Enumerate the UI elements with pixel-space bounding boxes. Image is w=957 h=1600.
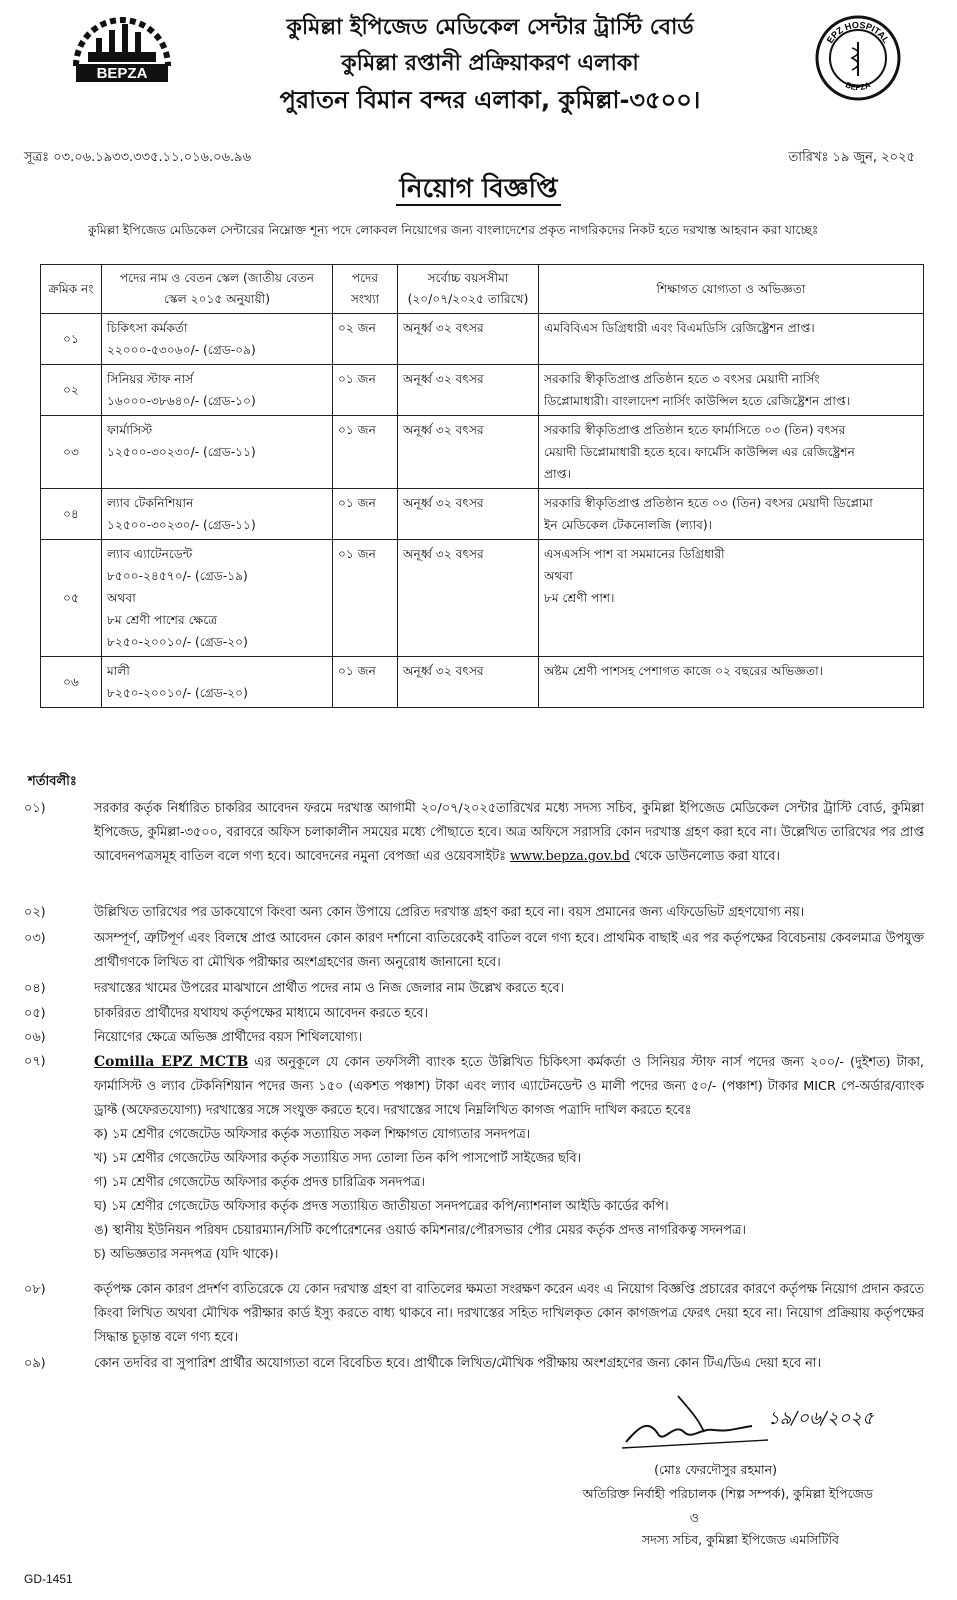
condition-text <box>94 1050 924 1123</box>
cell-serial: ০৩ <box>41 416 102 489</box>
condition-item <box>24 927 924 975</box>
condition-text <box>94 797 924 869</box>
cell-post <box>102 657 333 708</box>
post-line: ৮২৫০-২০০১০/- (গ্রেড-২০) <box>107 635 248 649</box>
condition-text-part: থেকে ডাউনলোড করা যাবে। <box>634 849 780 864</box>
post-line: ১২৫০০-৩০২৩০/- (গ্রেড-১১) <box>107 445 256 459</box>
org-name: কুমিল্লা ইপিজেড মেডিকেল সেন্টার ট্রাস্টি বোর্ড <box>286 15 694 40</box>
cell-age: অনূর্ধ্ব ৩২ বৎসর <box>398 416 539 489</box>
table-header-row <box>41 265 924 314</box>
cell-age: অনূর্ধ্ব ৩২ বৎসর <box>398 365 539 416</box>
cell-count: ০১ জন <box>333 365 398 416</box>
cell-serial: ০৪ <box>41 489 102 540</box>
table-row <box>41 416 924 489</box>
signature-date: ১৯/০৬/২০২৫ <box>768 1408 874 1429</box>
bepza-logo-text: BEPZA <box>96 65 148 82</box>
cell-age: অনূর্ধ্ব ৩২ বৎসর <box>398 540 539 657</box>
document-list-item: চ) অভিজ্ঞতার সনদপত্র (যদি থাকে)। <box>94 1247 279 1262</box>
document-list-item: ক) ১ম শ্রেণীর গেজেটেড অফিসার কর্তৃক সত্যায়িত সকল শিক্ষাগত যোগ্যতার সনদপত্র। <box>94 1127 531 1142</box>
condition-number: ০৬) <box>24 1030 46 1045</box>
condition-number: ০৫) <box>24 1006 46 1021</box>
condition-text: উল্লিখিত তারিখের পর ডাকযোগে কিংবা অন্য কোন উপায়ে প্রেরিত দরখাস্ত গ্রহণ করা হবে না। বয়স প্রমানের জন্য এফিডেভিট গ্রহণযোগ্য নয়। <box>94 905 805 920</box>
cell-count: ০১ জন <box>333 657 398 708</box>
qualification-line: ইন মেডিকেল টেকনোলজি (ল্যাব)। <box>544 518 712 532</box>
cell-serial: ০২ <box>41 365 102 416</box>
cell-post <box>102 314 333 365</box>
document-list-item: ঘ) ১ম শ্রেণীর গেজেটেড অফিসার কর্তৃক প্রদত্ত সত্যায়িত জাতীয়তা সনদপত্রের কপি/ন্যাশনাল আইডি কার্ডের কপি। <box>94 1199 669 1214</box>
form-code: GD-1451 <box>24 1572 73 1586</box>
memo-reference: সূত্রঃ ০৩.০৬.১৯৩৩.৩৩৫.১১.০১৬.০৬.৯৬ <box>24 150 252 165</box>
cell-count: ০১ জন <box>333 540 398 657</box>
post-line: অথবা <box>107 591 136 605</box>
condition-number: ০৩) <box>24 931 46 946</box>
condition-text-part: এর অনুকূলে যে কোন তফসিলী ব্যাংক হতে উল্লিখিত চিকিৎসা কর্মকর্তা ও সিনিয়র স্টাফ নার্স পদের জন্য ২০০/- (দুইশত) টাকা, ফার্মাসিস্ট ও ল্যাব টেকনিশিয়ান পদের জন্য ১৫০ (একশত পঞ্চাশ) টাকা এবং ল্যাব এ্যাটেনডেন্ট ও মালী পদের জন্য ৫০/- (পঞ্চাশ) টাকার MICR পে-অর্ডার/ব্যাংক ড্রাফ্ট (অফেরতযোগ্য) দরখাস্তের সঙ্গে সংযুক্ত করতে হবে। দরখাস্তের সাথে নিম্নলিখিত কাগজ পত্রাদি দাখিল করতে হবেঃ <box>94 1055 924 1118</box>
header-post: পদের নাম ও বেতন স্কেল (জাতীয় বেতন স্কেল ২০১৫ অনুযায়ী) <box>102 265 333 314</box>
condition-text-part: সরকার কর্তৃক নির্ধারিত চাকরির আবেদন ফরমে দরখাস্ত আগামী ২০/০৭/২০২৫তারিখের মধ্যে সদস্য সচিব, কুমিল্লা ইপিজেড মেডিকেল সেন্টার ট্রাস্টি বোর্ড, কুমিল্লা ইপিজেড, কুমিল্লা-৩৫০০, বরাবরে অফিস চলাকালীন সময়ের মধ্যে পৌছাতে হবে। অত্র অফিসে সরাসরি কোন দরখাস্ত গ্রহণ করা হবে না। উল্লেখিত তারিখের পর প্রাপ্ত আবেদনপত্রসমূহ বাতিল বলে গণ্য হবে। আবেদনের নমুনা বেপজা এর ওয়েবসাইটঃ <box>94 801 924 864</box>
seal-top-text: EPZ HOSPITAL <box>824 19 892 46</box>
condition-number: ০২) <box>24 905 46 920</box>
qualification-line: অথবা <box>544 569 573 583</box>
table-row <box>41 365 924 416</box>
cell-age: অনূর্ধ্ব ৩২ বৎসর <box>398 489 539 540</box>
document-list <box>94 1123 924 1267</box>
post-line: ২২০০০-৫৩০৬০/- (গ্রেড-০৯) <box>107 343 256 357</box>
cell-post <box>102 489 333 540</box>
post-line: ১৬০০০-৩৮৬৪০/- (গ্রেড-১০) <box>107 394 256 408</box>
table-row <box>41 314 924 365</box>
condition-item <box>24 1278 924 1350</box>
condition-item <box>24 1050 924 1267</box>
signatory-designation-1: অতিরিক্ত নির্বাহী পরিচালক (শিল্প সম্পর্ক), কুমিল্লা ইপিজেড <box>582 1486 873 1501</box>
signatory-name: (মোঃ ফেরদৌসুর রহমান) <box>654 1462 777 1477</box>
condition-number: ০৮) <box>24 1282 46 1297</box>
condition-text: অসম্পূর্ণ, ত্রুটিপূর্ণ এবং বিলম্বে প্রাপ্ত আবেদন কোন কারণ দর্শানো ব্যতিরেকেই বাতিল বলে গণ্য হবে। প্রাথমিক বাছাই এর পর কর্তৃপক্ষের বিবেচনায় কেবলমাত্র উপযুক্ত প্রার্থীগণকে লিখিত বা মৌখিক পরীক্ষার অংশগ্রহণের জন্য অনুরোধ জানানো হবে। <box>94 931 924 970</box>
qualification-line: সরকারি স্বীকৃতিপ্রাপ্ত প্রতিষ্ঠান হতে ০৩ (তিন) বৎসর মেয়াদী ডিপ্লোমা <box>544 496 873 510</box>
cell-age: অনূর্ধ্ব ৩২ বৎসর <box>398 657 539 708</box>
condition-text: চাকরিরত প্রার্থীদের যথাযথ কর্তৃপক্ষের মাধ্যমে আবেদন করতে হবে। <box>94 1006 429 1021</box>
cell-serial: ০৫ <box>41 540 102 657</box>
condition-text: কর্তৃপক্ষ কোন কারণ প্রদর্শণ ব্যতিরেকে যে কোন দরখাস্ত গ্রহণ বা বাতিলের ক্ষমতা সংরক্ষণ করেন এবং এ নিয়োগ বিজ্ঞপ্তি প্রচারের কারণে কর্তৃপক্ষ নিয়োগ প্রদান করতে কিংবা লিখিত অথবা মৌখিক পরীক্ষার কার্ড ইস্যু করতে বাধ্য থাকবে না। দরখাস্তের সহিত দাখিলকৃত কোন কাগজপত্র ফেরৎ দেয়া হবে না। নিয়োগ প্রক্রিয়ায় কর্তৃপক্ষের সিদ্ধান্ত চূড়ান্ত বলে গণ্য হবে। <box>94 1282 924 1345</box>
condition-number: ০৯) <box>24 1356 46 1371</box>
qualification-line: প্রাপ্ত। <box>544 467 572 481</box>
handwritten-signature <box>618 1388 878 1458</box>
cell-qualification <box>539 365 924 416</box>
cell-count: ০১ জন <box>333 416 398 489</box>
table-row <box>41 540 924 657</box>
table-row <box>41 657 924 708</box>
cell-post <box>102 540 333 657</box>
notice-title: নিয়োগ বিজ্ঞপ্তি <box>396 174 562 206</box>
qualification-line: সরকারি স্বীকৃতিপ্রাপ্ত প্রতিষ্ঠান হতে ৩ বৎসর মেয়াদী নার্সিং <box>544 372 820 386</box>
condition-text: দরখাস্তের খামের উপরের মাঝখানে প্রার্থীত পদের নাম ও নিজ জেলার নাম উল্লেখ করতে হবে। <box>94 981 565 996</box>
post-line: ৮২৫০-২০০১০/- (গ্রেড-২০) <box>107 686 248 700</box>
post-line: ৮ম শ্রেণী পাশের ক্ষেত্রে <box>107 613 218 627</box>
table-body <box>41 314 924 708</box>
header-age: সর্বোচ্চ বয়সসীমা (২০/০৭/২০২৫ তারিখে) <box>398 265 539 314</box>
bepza-logo <box>62 14 182 84</box>
condition-number: ০৭) <box>24 1054 46 1069</box>
header-qualification: শিক্ষাগত যোগ্যতা ও অভিজ্ঞতা <box>539 265 924 314</box>
cell-qualification <box>539 489 924 540</box>
condition-item <box>24 797 924 869</box>
post-line: ৮৫০০-২৪৫৭০/- (গ্রেড-১৯) <box>107 569 248 583</box>
qualification-line: অষ্টম শ্রেণী পাশসহ পেশাগত কাজে ০২ বছরের অভিজ্ঞতা। <box>544 664 823 678</box>
post-line: ল্যাব টেকনিশিয়ান <box>107 496 194 510</box>
table-row <box>41 489 924 540</box>
condition-text: কোন তদবির বা সুপারিশ প্রার্থীর অযোগ্যতা বলে বিবেচিত হবে। প্রার্থীকে লিখিত/মৌখিক পরীক্ষায় অংশগ্রহণের জন্য কোন টিএ/ডিএ দেয়া হবে না। <box>94 1356 822 1371</box>
header-serial: ক্রমিক নং <box>41 265 102 314</box>
condition-item <box>24 901 924 925</box>
post-line: সিনিয়র স্টাফ নার্স <box>107 372 194 386</box>
cell-qualification <box>539 314 924 365</box>
header-count: পদের সংখ্যা <box>333 265 398 314</box>
cell-count: ০২ জন <box>333 314 398 365</box>
cell-count: ০১ জন <box>333 489 398 540</box>
epz-hospital-seal <box>814 14 902 102</box>
org-area: কুমিল্লা রপ্তানী প্রক্রিয়াকরণ এলাকা <box>341 51 639 76</box>
document-list-item: ঙ) স্থানীয় ইউনিয়ন পরিষদ চেয়ারম্যান/সিটি কর্পোরেশনের ওয়ার্ড কমিশনার/পৌরসভার পৌর মেয়র কর্তৃক প্রদত্ত নাগরিকত্ব সদনপত্র। <box>94 1223 746 1238</box>
cell-qualification <box>539 416 924 489</box>
post-line: ফার্মাসিস্ট <box>107 423 153 437</box>
post-line: ল্যাব এ্যাটেনডেন্ট <box>107 547 193 561</box>
qualification-line: মেয়াদী ডিপ্লোমাধারী হতে হবে। ফার্মেসি কাউন্সিল এর রেজিষ্ট্রেশন <box>544 445 855 459</box>
qualification-line: এসএসসি পাশ বা সমমানের ডিগ্রিধারী <box>544 547 725 561</box>
cell-post <box>102 416 333 489</box>
post-line: ১২৫০০-৩০২৩০/- (গ্রেড-১১) <box>107 518 256 532</box>
signatory-designation-2: সদস্য সচিব, কুমিল্লা ইপিজেড এমসিটিবি <box>641 1532 839 1547</box>
notice-title-wrap <box>0 168 957 212</box>
cell-serial: ০৬ <box>41 657 102 708</box>
condition-item <box>24 977 924 1001</box>
cell-serial: ০১ <box>41 314 102 365</box>
qualification-line: এমবিবিএস ডিগ্রিধারী এবং বিএমডিসি রেজিষ্ট্রেশন প্রাপ্ত। <box>544 321 815 335</box>
notice-date: তারিখঃ ১৯ জুন, ২০২৫ <box>788 150 915 165</box>
cell-post <box>102 365 333 416</box>
condition-text: নিয়োগের ক্ষেত্রে অভিজ্ঞ প্রার্থীদের বয়স শিথিলযোগ্য। <box>94 1030 363 1045</box>
conditions-title: শর্তাবলীঃ <box>28 774 77 789</box>
condition-number: ০১) <box>24 801 46 816</box>
condition-item <box>24 1026 924 1050</box>
vacancy-table <box>40 264 924 708</box>
post-line: মালী <box>107 664 130 678</box>
website-link[interactable]: www.bepza.gov.bd <box>510 849 630 864</box>
cell-age: অনূর্ধ্ব ৩২ বৎসর <box>398 314 539 365</box>
org-address: পুরাতন বিমান বন্দর এলাকা, কুমিল্লা-৩৫০০। <box>279 86 701 114</box>
qualification-line: সরকারি স্বীকৃতিপ্রাপ্ত প্রতিষ্ঠান হতে ফার্মাসিতে ০৩ (তিন) বৎসর <box>544 423 846 437</box>
cell-qualification <box>539 657 924 708</box>
svg-text:BEPZA <box>844 80 872 92</box>
qualification-line: ডিপ্লোমাধারী। বাংলাদেশ নার্সিং কাউন্সিল হতে রেজিষ্ট্রেশন প্রাপ্ত। <box>544 394 851 408</box>
cell-qualification <box>539 540 924 657</box>
signatory-conjunction: ও <box>689 1510 699 1525</box>
condition-item <box>24 1352 924 1376</box>
post-line: চিকিৎসা কর্মকর্তা <box>107 321 188 335</box>
document-list-item: গ) ১ম শ্রেণীর গেজেটেড অফিসার কর্তৃক প্রদত্ত চারিত্রিক সনদপত্র। <box>94 1175 426 1190</box>
seal-bottom-text: BEPZA <box>844 80 872 93</box>
condition-item <box>24 1002 924 1026</box>
document-list-item: খ) ১ম শ্রেণীর গেজেটেড অফিসার কর্তৃক সত্যায়িত সদ্য তোলা তিন কপি পাসপোর্ট সাইজের ছবি। <box>94 1151 582 1166</box>
intro-text: কুমিল্লা ইপিজেড মেডিকেল সেন্টারের নিম্নোক্ত শূন্য পদে লোকবল নিয়োগের জন্য বাংলাদেশের প্রকৃত নাগরিকদের নিকট হতে দরখাস্ত আহবান করা যাচ্ছেঃ <box>88 223 819 237</box>
condition-number: ০৪) <box>24 981 46 996</box>
payee-name: Comilla EPZ MCTB <box>94 1054 249 1070</box>
qualification-line: ৮ম শ্রেণী পাশ। <box>544 591 615 605</box>
